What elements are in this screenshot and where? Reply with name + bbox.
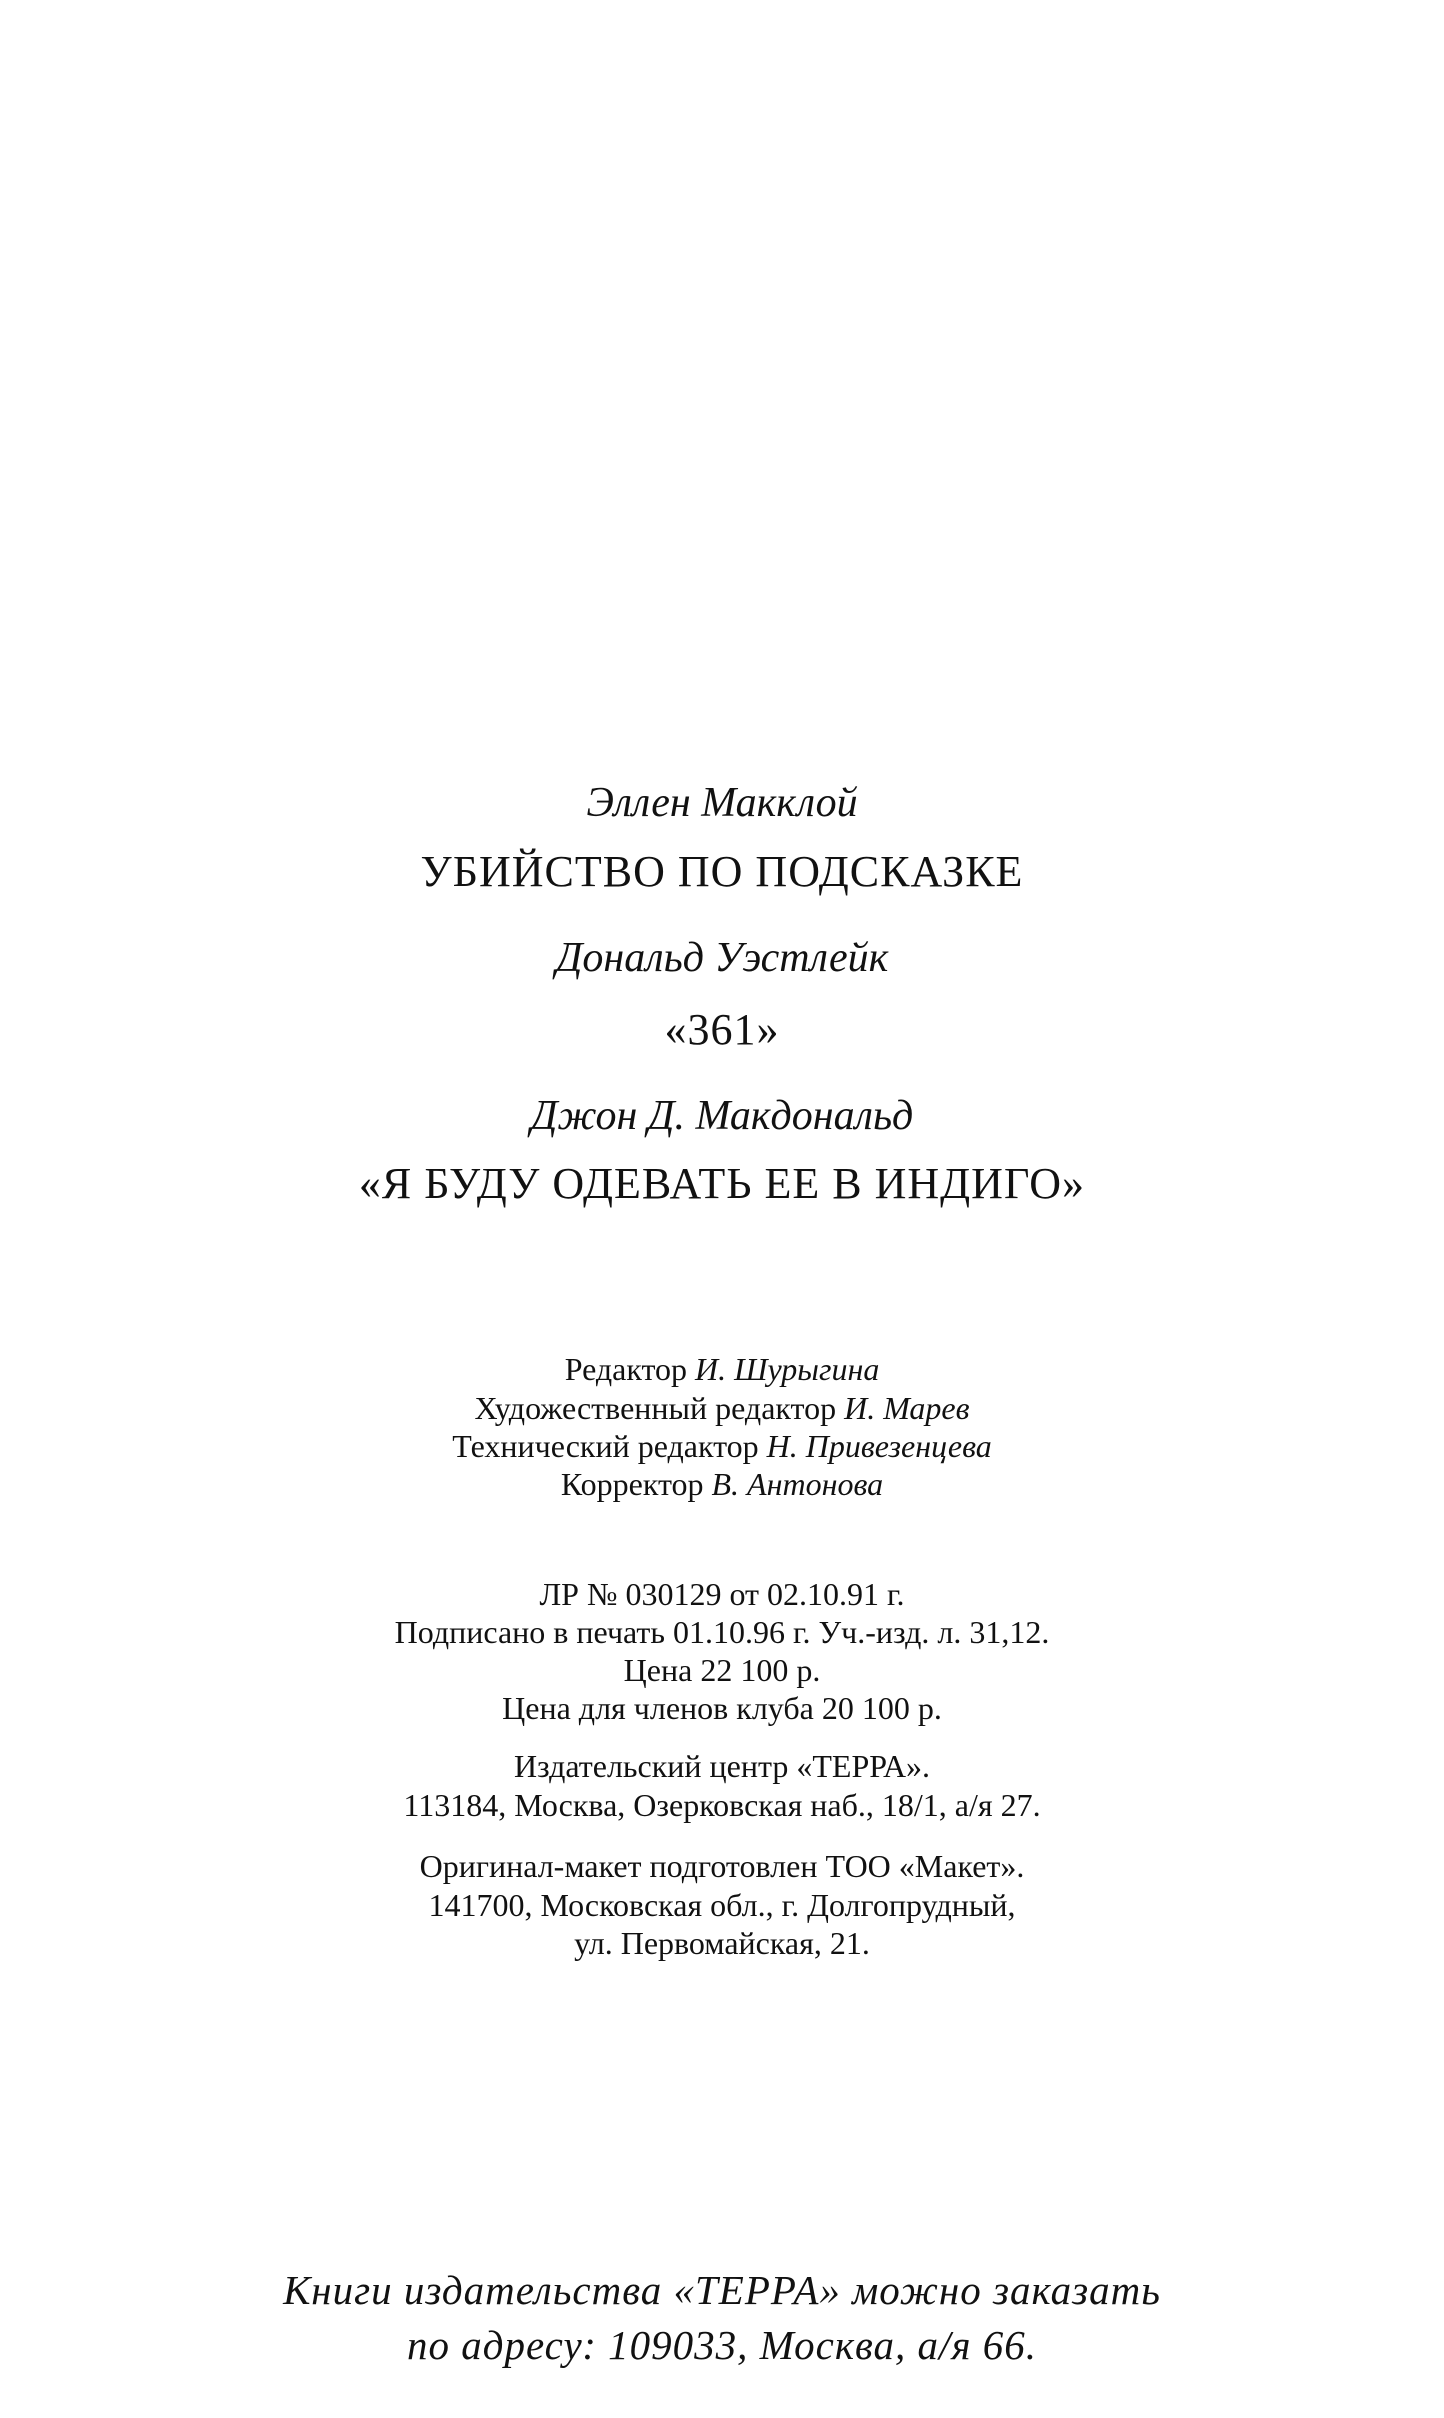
credit-tech-editor bbox=[0, 1430, 1444, 1462]
credit-role: Технический редактор bbox=[452, 1428, 759, 1464]
imprint-layout-by: Оригинал-макет подготовлен ТОО «Макет». bbox=[419, 1848, 1025, 1884]
work-title-1: УБИЙСТВО ПО ПОДСКАЗКЕ bbox=[420, 847, 1024, 896]
footer-order-line-2: по адресу: 109033, Москва, а/я 66. bbox=[406, 2322, 1038, 2368]
imprint-layout-address-1: 141700, Московская обл., г. Долгопрудный, bbox=[428, 1887, 1016, 1923]
imprint-layout-address-2: ул. Первомайская, 21. bbox=[574, 1925, 870, 1961]
imprint-publisher: Издательский центр «ТЕРРА». bbox=[513, 1748, 931, 1784]
work-author-3: Джон Д. Макдональд bbox=[530, 1093, 914, 1139]
credit-role: Художественный редактор bbox=[474, 1390, 837, 1426]
credit-editor bbox=[0, 1353, 1444, 1385]
work-author-1: Эллен Макклой bbox=[586, 780, 858, 826]
footer-order-line-1: Книги издательства «ТЕРРА» можно заказать bbox=[283, 2267, 1161, 2313]
credit-proofreader bbox=[0, 1468, 1444, 1500]
credit-role: Редактор bbox=[564, 1351, 688, 1387]
work-title-2: «361» bbox=[664, 1005, 780, 1054]
credit-name: И. Марев bbox=[844, 1390, 970, 1426]
work-title-3: «Я БУДУ ОДЕВАТЬ ЕЕ В ИНДИГО» bbox=[358, 1159, 1086, 1208]
imprint-license: ЛР № 030129 от 02.10.91 г. bbox=[539, 1576, 905, 1612]
imprint-publisher-address: 113184, Москва, Озерковская наб., 18/1, а/я 27. bbox=[403, 1787, 1041, 1823]
imprint-club-price: Цена для членов клуба 20 100 р. bbox=[502, 1690, 942, 1726]
work-author-2: Дональд Уэстлейк bbox=[555, 935, 889, 981]
imprint-signed: Подписано в печать 01.10.96 г. Уч.-изд. л. 31,12. bbox=[394, 1614, 1050, 1650]
credit-art-editor bbox=[0, 1392, 1444, 1424]
credit-role: Корректор bbox=[560, 1466, 704, 1502]
imprint-price: Цена 22 100 р. bbox=[623, 1652, 821, 1688]
credit-name: В. Антонова bbox=[711, 1466, 884, 1502]
credit-name: Н. Привезенцева bbox=[766, 1428, 992, 1464]
credit-name: И. Шурыгина bbox=[695, 1351, 880, 1387]
